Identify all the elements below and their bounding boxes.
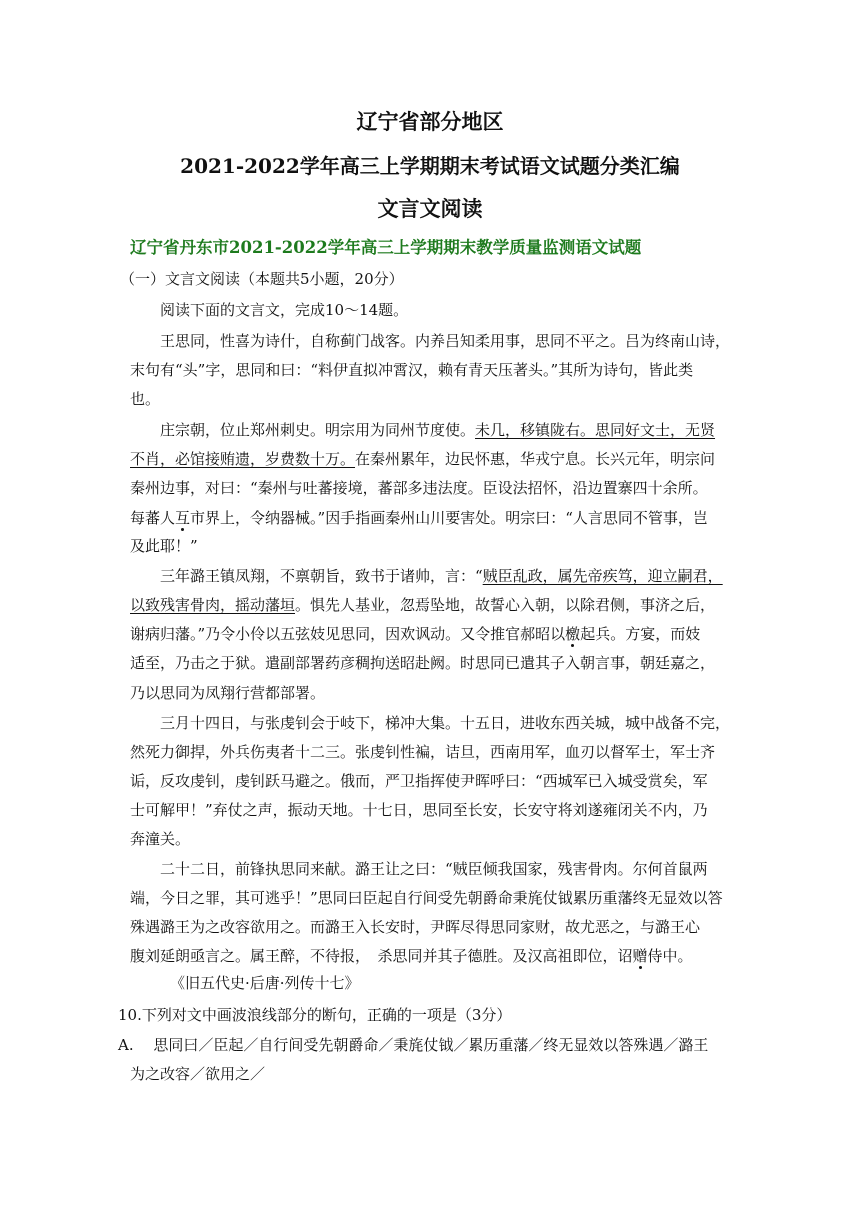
passage-line: 王思同，性喜为诗什，自称蓟门战客。内养吕知柔用事，思同不平之。吕为终南山诗， xyxy=(160,332,731,350)
passage-line: 也。 xyxy=(130,390,161,408)
passage-line: 及此耶！” xyxy=(130,537,198,555)
passage-text: 腹刘延朗亟言之。属王醉，不待报， 杀思同并其子德胜。及汉高祖即位，诏 xyxy=(130,947,633,965)
passage-line xyxy=(130,946,693,966)
passage-text: 谢病归藩。”乃令小伶以五弦妓见思同，因欢讽动。又令推官郝昭以 xyxy=(130,625,566,643)
emphasized-char: 檄 xyxy=(565,625,581,643)
option-a-line: 为之改容／欲用之／ xyxy=(130,1065,266,1083)
passage-line: 适至，乃击之于狱。遣副部署药彦稠拘送昭赴阙。时思同已遣其子入朝言事，朝廷嘉之， xyxy=(130,654,716,672)
source-citation: 《旧五代史·后唐·列传十七》 xyxy=(170,974,360,992)
passage-line: 乃以思同为凤翔行营都部署。 xyxy=(130,684,326,702)
passage-text: 市界上，令纳器械。”因手指画秦州山川要害处。明宗曰：“人言思同不管事，岂 xyxy=(190,509,708,527)
passage-line: 秦州边事，对曰：“秦州与吐蕃接境，蕃部多违法度。臣设法招怀，沿边置寨四十余所。 xyxy=(130,479,708,497)
passage-line xyxy=(130,508,708,528)
passage-text: 。惧先人基业，忽焉坠地，故誓心入朝，以除君侧，事济之后， xyxy=(295,596,716,614)
instruction-text: 阅读下面的文言文，完成10～14题。 xyxy=(160,301,409,319)
passage-line xyxy=(160,420,715,440)
passage-text: 庄宗朝，位止郑州刺史。明宗用为同州节度使。 xyxy=(160,421,476,439)
passage-line: 二十二日，前锋执思同来献。潞王让之曰：“贼臣倾我国家，残害骨肉。尔何首鼠两 xyxy=(160,860,708,878)
emphasized-char: 赠 xyxy=(632,947,648,965)
passage-line: 末句有“头”字，思同和曰：“料伊直拟冲霄汉，赖有青天压著头。”其所为诗句，皆此类 xyxy=(130,361,694,379)
passage-line: 殊遇潞王为之改容欲用之。而潞王入长安时，尹晖尽得思同家财，故尤恶之，与潞王心 xyxy=(130,918,701,936)
passage-text: 在秦州累年，边民怀惠，华戎宁息。长兴元年，明宗问 xyxy=(355,450,716,468)
passage-line: 诟，反攻虔钊，虔钊跃马避之。俄而，严卫指挥使尹晖呼曰：“西城军已入城受赏矣，军 xyxy=(130,772,708,790)
underlined-text: 不肖，必馆接贿遗，岁费数十万。 xyxy=(130,450,356,468)
passage-line xyxy=(130,624,700,644)
passage-line xyxy=(130,595,715,615)
passage-line: 然死力御捍，外兵伤夷者十二三。张虔钊性褊，诘旦，西南用军，血刃以督军士，军士齐 xyxy=(130,743,716,761)
document-title-region: 辽宁省部分地区 xyxy=(356,109,504,134)
section-heading: 辽宁省丹东市2021-2022学年高三上学期期末教学质量监测语文试题 xyxy=(130,238,642,257)
passage-line: 士可解甲！”弃仗之声，振动天地。十七日，思同至长安，长安守将刘遂雍闭关不内，乃 xyxy=(130,801,708,819)
option-a-line: A. 思同曰／臣起／自行间受先朝爵命／秉旄仗钺／累历重藩／终无显效以答殊遇／潞王 xyxy=(118,1036,709,1054)
passage-text: 起兵。方宴，而妓 xyxy=(580,625,701,643)
passage-text: 三年潞王镇凤翔，不禀朝旨，致书于诸帅，言：“ xyxy=(160,567,483,585)
passage-line xyxy=(130,449,715,469)
passage-line xyxy=(160,566,723,586)
passage-text: 每蕃人 xyxy=(130,509,176,527)
emphasized-char: 互 xyxy=(175,509,191,527)
passage-line: 奔潼关。 xyxy=(130,830,191,848)
document-title-topic: 文言文阅读 xyxy=(377,196,483,221)
passage-line: 端，今日之罪，其可逃乎！”思同曰臣起自行间受先朝爵命秉旄仗钺累历重藩终无显效以答 xyxy=(130,889,723,907)
passage-text: 侍中。 xyxy=(647,947,693,965)
underlined-text: 以致残害骨肉，摇动藩垣 xyxy=(130,596,296,614)
passage-line: 三月十四日，与张虔钊会于岐下，梯冲大集。十五日，进收东西关城，城中战备不完， xyxy=(160,714,731,732)
underlined-text: 贼臣乱政，属先帝疾笃，迎立嗣君， xyxy=(482,567,723,585)
section-intro: （一）文言文阅读（本题共5小题，20分） xyxy=(120,270,404,288)
document-title-exam: 2021-2022学年高三上学期期末考试语文试题分类汇编 xyxy=(180,154,680,178)
underlined-text: 未几，移镇陇右。思同好文士，无贤 xyxy=(475,421,716,439)
question-stem: 10.下列对文中画波浪线部分的断句，正确的一项是（3分） xyxy=(118,1006,512,1024)
